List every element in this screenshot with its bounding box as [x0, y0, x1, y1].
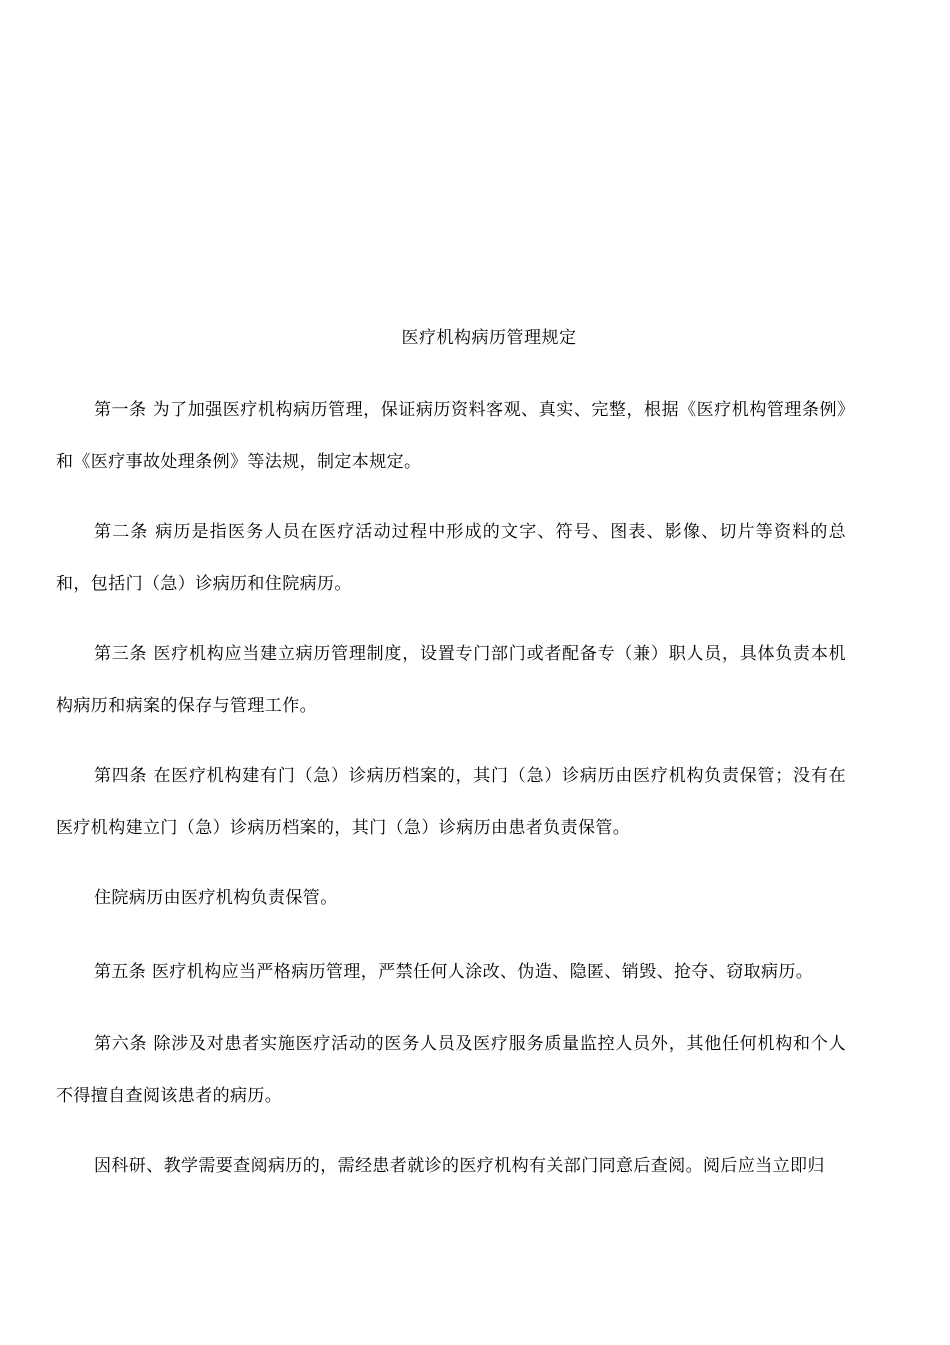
- research-access-paragraph: 因科研、教学需要查阅病历的，需经患者就诊的医疗机构有关部门同意后查阅。阅后应当立即归: [94, 1156, 825, 1176]
- article-6-paragraph: 第六条 除涉及对患者实施医疗活动的医务人员及医疗服务质量监控人员外，其他任何机构和个人不得擅自查阅该患者的病历。: [56, 1034, 846, 1106]
- inpatient-records-paragraph: 住院病历由医疗机构负责保管。: [94, 888, 338, 908]
- article-1-paragraph: 第一条 为了加强医疗机构病历管理，保证病历资料客观、真实、完整，根据《医疗机构管理条例》和《医疗事故处理条例》等法规，制定本规定。: [56, 400, 846, 472]
- article-4-paragraph: 第四条 在医疗机构建有门（急）诊病历档案的，其门（急）诊病历由医疗机构负责保管；没有在医疗机构建立门（急）诊病历档案的，其门（急）诊病历由患者负责保管。: [56, 766, 846, 838]
- article-5-paragraph: 第五条 医疗机构应当严格病历管理，严禁任何人涂改、伪造、隐匿、销毁、抢夺、窃取病历。: [94, 962, 814, 982]
- article-3-paragraph: 第三条 医疗机构应当建立病历管理制度，设置专门部门或者配备专（兼）职人员，具体负责本机构病历和病案的保存与管理工作。: [56, 644, 846, 716]
- document-title: 医疗机构病历管理规定: [401, 328, 577, 348]
- article-2-paragraph: 第二条 病历是指医务人员在医疗活动过程中形成的文字、符号、图表、影像、切片等资料的总和，包括门（急）诊病历和住院病历。: [56, 522, 846, 594]
